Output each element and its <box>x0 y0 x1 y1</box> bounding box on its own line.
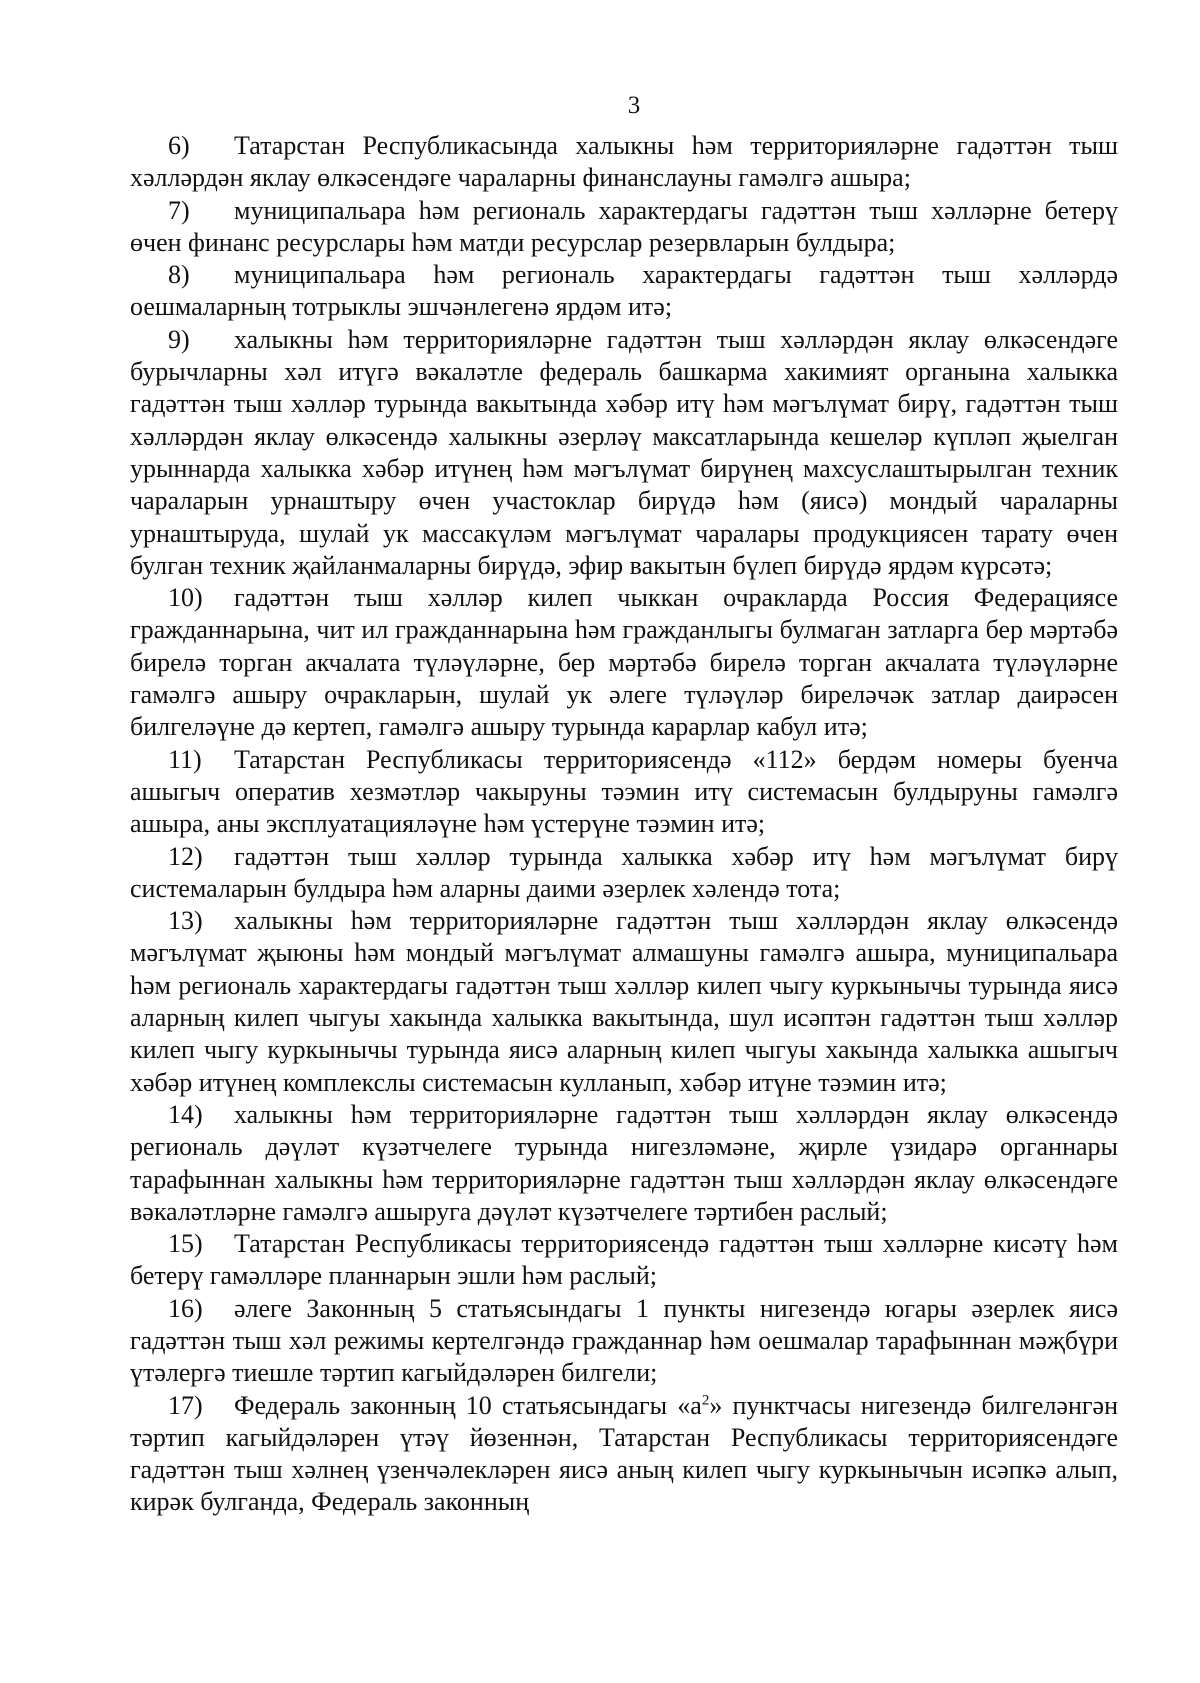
list-item <box>130 744 1118 841</box>
list-item <box>130 582 1118 743</box>
list-item <box>130 1228 1118 1293</box>
item-number: 9) <box>168 324 190 354</box>
item-text: гадәттән тыш хәлләр турында халыкка хәбәр итү һәм мәгълүмат бирү системаларын булдыра һәм аларны даими әзерлек хәлендә тота; <box>130 841 1118 903</box>
item-number: 17) <box>168 1390 203 1420</box>
list-item <box>130 841 1118 906</box>
list-item <box>130 195 1118 260</box>
list-item <box>130 1099 1118 1228</box>
item-text: гадәттән тыш хәлләр килеп чыккан очракларда Россия Федерациясе гражданнарына, чит ил гражданнарына һәм гражданлыгы булмаган затларга бер мәртәбә бирелә торган акчалата түләүләрне, бер мәртәбә бирелә торган акчалата түләүләрне гамәлгә ашыру очракларын, шулай ук әлеге түләүләр биреләчәк затлар даирәсен билгеләүне дә кертеп, гамәлгә ашыру турында карарлар кабул итә; <box>130 583 1118 742</box>
list-item <box>130 1390 1118 1519</box>
item-text: муниципальара һәм региональ характердагы гадәттән тыш хәлләрне бетерү өчен финанс ресурслары һәм матди ресурслар резервларын булдыра; <box>130 195 1118 257</box>
item-text: халыкны һәм территорияләрне гадәттән тыш хәлләрдән яклау өлкәсендәге бурычларны хәл итүгә вәкаләтле федераль башкарма хакимият органына халыкка гадәттән тыш хәлләр турында вакытында хәбәр итү һәм мәгълүмат бирү, гадәттән тыш хәлләрдән яклау өлкәсендә халыкны әзерләү максатларында кешеләр күпләп җыелган урыннарда халыкка хәбәр итүнең һәм мәгълүмат бирүнең махсуслаштырылган техник чараларын урнаштыру өчен участоклар бирүдә һәм (яисә) мондый чараларны урнаштыруда, шулай ук массакүләм мәгълүмат чаралары продукциясен тарату өчен булган техник җайланмаларны бирүдә, эфир вакытын бүлеп бирүдә ярдәм күрсәтә; <box>130 324 1118 580</box>
item-number: 6) <box>168 131 190 160</box>
item-text: халыкны һәм территорияләрне гадәттән тыш хәлләрдән яклау өлкәсендә региональ дәүләт күзәтчелеге турында нигезләмәне, җирле үзидарә органнары тарафыннан халыкны һәм территорияләрне гадәттән тыш хәлләрдән яклау өлкәсендәге вәкаләтләрне гамәлгә ашыруга дәүләт күзәтчелеге тәртибен раслый; <box>130 1099 1118 1226</box>
item-text: әлеге Законның 5 статьясындагы 1 пункты нигезендә югары әзерлек яисә гадәттән тыш хәл режимы кертелгәндә гражданнар һәм оешмалар тарафыннан мәҗбүри үтәлергә тиешле тәртип кагыйдәләрен билгели; <box>130 1293 1118 1388</box>
item-number: 11) <box>168 744 202 774</box>
item-text: муниципальара һәм региональ характердагы гадәттән тыш хәлләрдә оешмаларның тотрыклы эшчәнлегенә ярдәм итә; <box>130 260 1118 322</box>
list-item <box>130 1293 1118 1390</box>
item-number: 12) <box>168 841 203 871</box>
item-number: 16) <box>168 1293 203 1323</box>
item-text: Татарстан Республикасы территориясендә «112» бердәм номеры буенча ашыгыч оператив хезмәтләр чакыруны тәэмин итү системасын булдыруны гамәлгә ашыра, аны эксплуатацияләүне һәм үстерүне тәэмин итә; <box>130 744 1118 839</box>
list-item <box>130 905 1118 1099</box>
item-number: 7) <box>168 195 190 225</box>
item-list <box>130 130 1118 1519</box>
item-number: 8) <box>168 260 190 290</box>
list-item <box>130 130 1118 195</box>
list-item <box>130 324 1118 582</box>
list-item <box>130 259 1118 324</box>
item-text: Татарстан Республикасы территориясендә гадәттән тыш хәлләрне кисәтү һәм бетерү гамәлләре планнарын эшли һәм раслый; <box>130 1229 1118 1291</box>
item-text-continued: » пунктчасы нигезендә билгеләнгән тәртип кагыйдәләрен үтәү йөзеннән, Татарстан Республикасы территориясендәге гадәттән тыш хәлнең үзенчәлекләрен яисә аның килеп чыгу куркынычын исәпкә алып, кирәк булганда, Федераль законның <box>130 1390 1118 1517</box>
item-text: Татарстан Республикасында халыкны һәм территорияләрне гадәттән тыш хәлләрдән яклау өлкәсендәге чараларны финанслауны гамәлгә ашыра; <box>130 131 1118 193</box>
item-number: 14) <box>168 1099 203 1129</box>
item-text: халыкны һәм территорияләрне гадәттән тыш хәлләрдән яклау өлкәсендә мәгълүмат җыюны һәм мондый мәгълүмат алмашуны гамәлгә ашыра, муниципальара һәм региональ характердагы гадәттән тыш хәлләр килеп чыгу куркынычы турында яисә аларның килеп чыгуы хакында халыкка вакытында, шул исәптән гадәттән тыш хәлләр килеп чыгу куркынычы турында яисә аларның килеп чыгуы хакында халыкка ашыгыч хәбәр итүнең комплекслы системасын кулланып, хәбәр итүне тәэмин итә; <box>130 906 1118 1097</box>
superscript: 2 <box>701 1391 710 1408</box>
item-number: 13) <box>168 906 203 936</box>
item-number: 10) <box>168 583 203 613</box>
page-number: 3 <box>627 92 641 119</box>
item-number: 15) <box>168 1229 203 1259</box>
item-text: Федераль законның 10 статьясындагы «а <box>234 1390 702 1420</box>
